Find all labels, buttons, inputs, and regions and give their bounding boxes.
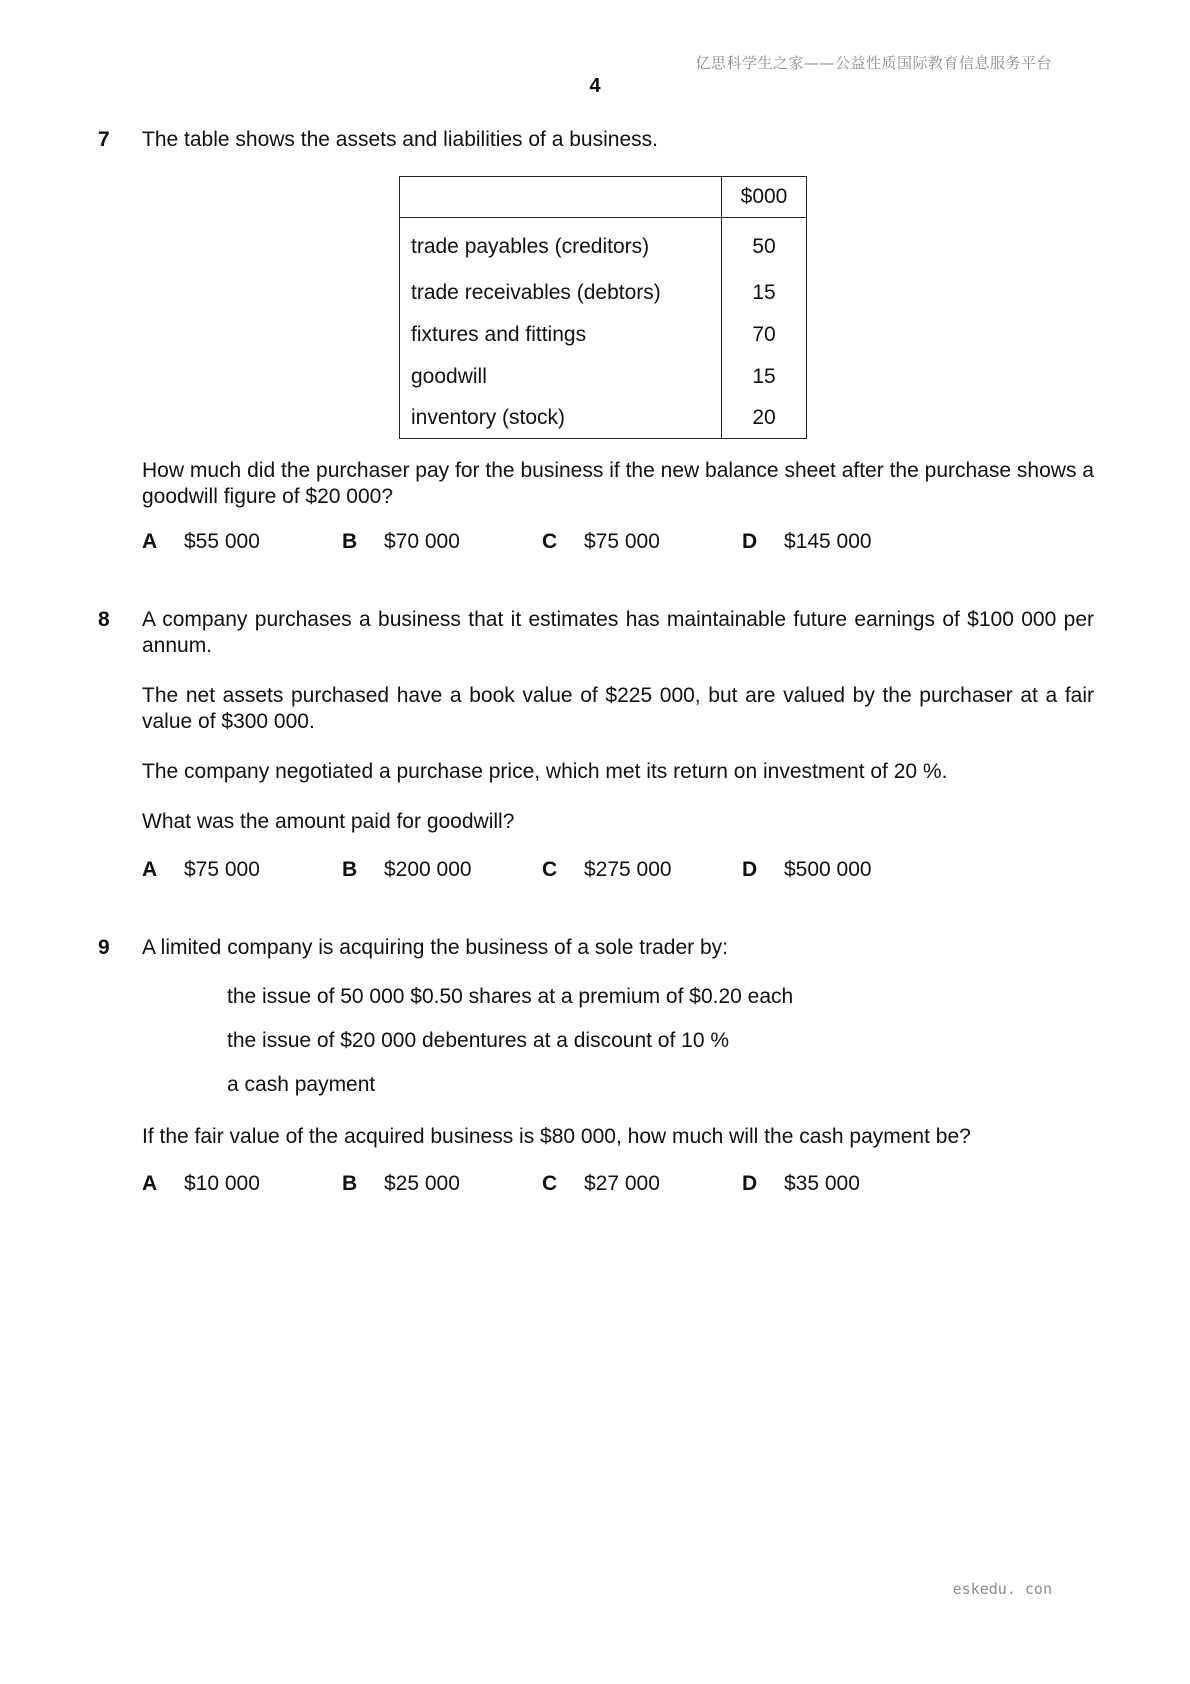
table-header-blank bbox=[400, 177, 722, 218]
option-letter: B bbox=[342, 858, 358, 881]
table-cell-item: trade payables (creditors) bbox=[400, 218, 722, 273]
footer-watermark: eskedu. con bbox=[952, 1580, 1052, 1598]
option-text: $75 000 bbox=[184, 858, 260, 881]
option-c[interactable] bbox=[542, 530, 660, 554]
option-text: $275 000 bbox=[584, 858, 672, 881]
question-8-options bbox=[142, 858, 1042, 888]
table-cell-value: 15 bbox=[722, 356, 807, 398]
option-letter: B bbox=[342, 530, 358, 553]
question-7-intro: The table shows the assets and liabilities of a business. bbox=[142, 128, 658, 151]
option-text: $145 000 bbox=[784, 530, 872, 553]
question-9-text: If the fair value of the acquired business is $80 000, how much will the cash payment be? bbox=[142, 1125, 971, 1148]
question-7-text: How much did the purchaser pay for the business if the new balance sheet after the purchase shows a goodwill figure of $20 000? bbox=[142, 459, 1094, 508]
option-a[interactable] bbox=[142, 858, 260, 882]
option-letter: C bbox=[542, 530, 558, 553]
option-c[interactable] bbox=[542, 1172, 660, 1196]
question-7-number: 7 bbox=[98, 128, 110, 151]
table-header-row bbox=[400, 177, 807, 218]
table-cell-value: 70 bbox=[722, 314, 807, 356]
question-8-number: 8 bbox=[98, 608, 110, 631]
option-text: $10 000 bbox=[184, 1172, 260, 1195]
option-letter: A bbox=[142, 1172, 158, 1195]
option-d[interactable] bbox=[742, 530, 872, 554]
table-cell-value: 15 bbox=[722, 272, 807, 314]
option-text: $35 000 bbox=[784, 1172, 860, 1195]
option-d[interactable] bbox=[742, 858, 872, 882]
option-text: $25 000 bbox=[384, 1172, 460, 1195]
option-b[interactable] bbox=[342, 530, 460, 554]
table-cell-value: 20 bbox=[722, 398, 807, 439]
question-8-text: What was the amount paid for goodwill? bbox=[142, 810, 515, 833]
option-text: $75 000 bbox=[584, 530, 660, 553]
table-cell-item: goodwill bbox=[400, 356, 722, 398]
table-cell-item: fixtures and fittings bbox=[400, 314, 722, 356]
table-header-unit: $000 bbox=[722, 177, 807, 218]
assets-liabilities-table bbox=[399, 176, 807, 439]
question-9-item: a cash payment bbox=[227, 1073, 376, 1096]
table-row bbox=[400, 314, 807, 356]
question-8-para-2: The net assets purchased have a book value of $225 000, but are valued by the purchaser at a fair value of $300 000. bbox=[142, 684, 1094, 733]
header-watermark: 亿思科学生之家——公益性质国际教育信息服务平台 bbox=[695, 54, 1052, 72]
option-letter: A bbox=[142, 858, 158, 881]
option-letter: B bbox=[342, 1172, 358, 1195]
option-d[interactable] bbox=[742, 1172, 860, 1196]
table-cell-value: 50 bbox=[722, 218, 807, 273]
option-letter: D bbox=[742, 858, 758, 881]
option-a[interactable] bbox=[142, 530, 260, 554]
question-9-number: 9 bbox=[98, 936, 110, 959]
option-letter: C bbox=[542, 1172, 558, 1195]
table-cell-item: trade receivables (debtors) bbox=[400, 272, 722, 314]
option-text: $55 000 bbox=[184, 530, 260, 553]
option-b[interactable] bbox=[342, 858, 472, 882]
option-a[interactable] bbox=[142, 1172, 260, 1196]
question-8-para-3: The company negotiated a purchase price, which met its return on investment of 20 %. bbox=[142, 760, 948, 783]
table-row bbox=[400, 272, 807, 314]
option-letter: D bbox=[742, 530, 758, 553]
option-letter: C bbox=[542, 858, 558, 881]
option-text: $200 000 bbox=[384, 858, 472, 881]
table-cell-item: inventory (stock) bbox=[400, 398, 722, 439]
option-letter: D bbox=[742, 1172, 758, 1195]
option-letter: A bbox=[142, 530, 158, 553]
question-7-options bbox=[142, 530, 1042, 560]
question-9-intro: A limited company is acquiring the business of a sole trader by: bbox=[142, 936, 728, 959]
question-9-options bbox=[142, 1172, 1042, 1202]
question-8-para-1: A company purchases a business that it estimates has maintainable future earnings of $100 000 per annum. bbox=[142, 608, 1094, 657]
option-text: $27 000 bbox=[584, 1172, 660, 1195]
table-row bbox=[400, 398, 807, 439]
question-9-item: the issue of 50 000 $0.50 shares at a premium of $0.20 each bbox=[227, 985, 794, 1008]
question-9-item: the issue of $20 000 debentures at a discount of 10 % bbox=[227, 1029, 730, 1052]
option-text: $70 000 bbox=[384, 530, 460, 553]
option-text: $500 000 bbox=[784, 858, 872, 881]
option-b[interactable] bbox=[342, 1172, 460, 1196]
table-row bbox=[400, 356, 807, 398]
option-c[interactable] bbox=[542, 858, 672, 882]
table-row bbox=[400, 218, 807, 273]
page-number: 4 bbox=[589, 75, 601, 97]
